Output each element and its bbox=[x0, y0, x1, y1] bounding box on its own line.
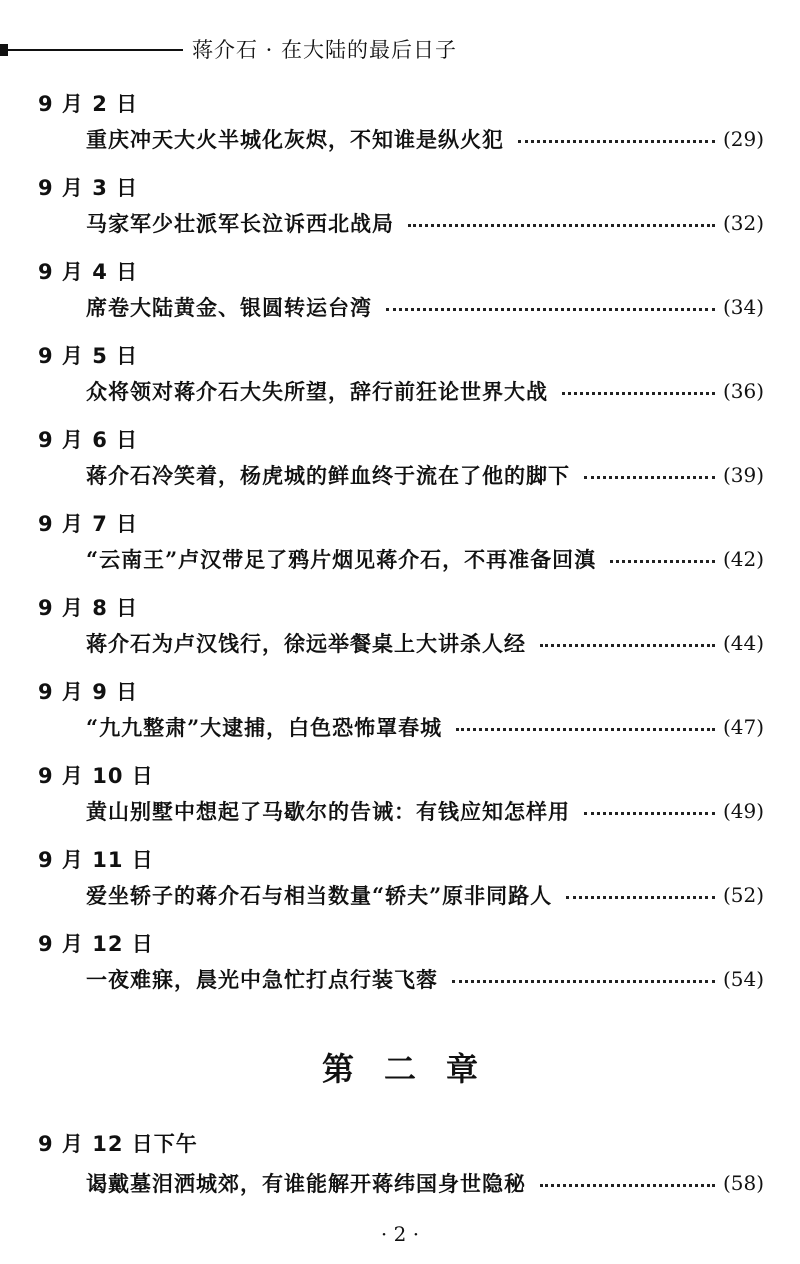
toc-entry-page: (34) bbox=[722, 295, 764, 319]
toc-entry-title: “九九整肃”大逮捕，白色恐怖罩春城 bbox=[86, 715, 443, 740]
toc-entry-page: (47) bbox=[722, 715, 764, 739]
toc-entry[interactable] bbox=[86, 460, 764, 490]
toc-entry-page: (49) bbox=[722, 799, 764, 823]
toc-entry-title: 爱坐轿子的蒋介石与相当数量“轿夫”原非同路人 bbox=[86, 883, 553, 908]
toc-entry-title: 众将领对蒋介石大失所望，辞行前狂论世界大战 bbox=[86, 379, 548, 404]
toc-entry-page: (52) bbox=[722, 883, 764, 907]
toc-date: 9 月 10 日 bbox=[38, 764, 154, 788]
toc-entry-page: (32) bbox=[722, 211, 764, 235]
dot-leader bbox=[456, 728, 715, 731]
toc-date: 9 月 6 日 bbox=[38, 428, 139, 452]
dot-leader bbox=[540, 644, 715, 647]
dot-leader bbox=[452, 980, 715, 983]
toc-entry-title: 谒戴墓泪洒城郊，有谁能解开蒋纬国身世隐秘 bbox=[86, 1171, 526, 1196]
toc-date: 9 月 12 日下午 bbox=[38, 1132, 198, 1156]
toc-entry-page: (44) bbox=[722, 631, 764, 655]
toc-entry[interactable] bbox=[86, 292, 764, 322]
dot-leader bbox=[518, 140, 715, 143]
toc-entry[interactable] bbox=[86, 208, 764, 238]
toc-entry[interactable] bbox=[86, 628, 764, 658]
toc-date: 9 月 7 日 bbox=[38, 512, 139, 536]
book-title: 蒋介石 · 在大陆的最后日子 bbox=[192, 38, 458, 62]
toc-entry-title: 席卷大陆黄金、银圆转运台湾 bbox=[86, 295, 372, 320]
header-marker bbox=[0, 44, 8, 56]
dot-leader bbox=[610, 560, 715, 563]
toc-entry[interactable] bbox=[86, 124, 764, 154]
toc-date: 9 月 2 日 bbox=[38, 92, 139, 116]
toc-entry[interactable] bbox=[86, 1168, 764, 1198]
toc-entry-title: 蒋介石冷笑着，杨虎城的鲜血终于流在了他的脚下 bbox=[86, 463, 570, 488]
toc-entry-page: (58) bbox=[722, 1171, 764, 1195]
dot-leader bbox=[566, 896, 715, 899]
header-rule bbox=[8, 49, 183, 51]
toc-date: 9 月 9 日 bbox=[38, 680, 139, 704]
toc-entry-page: (54) bbox=[722, 967, 764, 991]
toc-entry-page: (42) bbox=[722, 547, 764, 571]
toc-entry[interactable] bbox=[86, 712, 764, 742]
toc-date: 9 月 12 日 bbox=[38, 932, 154, 956]
dot-leader bbox=[386, 308, 715, 311]
dot-leader bbox=[408, 224, 715, 227]
toc-entry-title: 重庆冲天大火半城化灰烬，不知谁是纵火犯 bbox=[86, 127, 504, 152]
toc-date: 9 月 3 日 bbox=[38, 176, 139, 200]
toc-entry[interactable] bbox=[86, 880, 764, 910]
toc-entry[interactable] bbox=[86, 964, 764, 994]
dot-leader bbox=[584, 476, 715, 479]
toc-entry-title: “云南王”卢汉带足了鸦片烟见蒋介石，不再准备回滇 bbox=[86, 547, 597, 572]
toc-entry-title: 马家军少壮派军长泣诉西北战局 bbox=[86, 211, 394, 236]
dot-leader bbox=[540, 1184, 715, 1187]
toc-date: 9 月 11 日 bbox=[38, 848, 154, 872]
toc-date: 9 月 4 日 bbox=[38, 260, 139, 284]
dot-leader bbox=[584, 812, 715, 815]
toc-date: 9 月 8 日 bbox=[38, 596, 139, 620]
toc-entry[interactable] bbox=[86, 544, 764, 574]
toc-entry-title: 一夜难寐，晨光中急忙打点行装飞蓉 bbox=[86, 967, 438, 992]
toc-entry-title: 黄山别墅中想起了马歇尔的告诫：有钱应知怎样用 bbox=[86, 799, 570, 824]
toc-entry-title: 蒋介石为卢汉饯行，徐远举餐桌上大讲杀人经 bbox=[86, 631, 526, 656]
toc-entry-page: (29) bbox=[722, 127, 764, 151]
toc-entry[interactable] bbox=[86, 376, 764, 406]
toc-entry-page: (36) bbox=[722, 379, 764, 403]
chapter-heading: 第二章 bbox=[321, 1050, 508, 1088]
toc-date: 9 月 5 日 bbox=[38, 344, 139, 368]
dot-leader bbox=[562, 392, 715, 395]
toc-entry-page: (39) bbox=[722, 463, 764, 487]
page-number: · 2 · bbox=[380, 1222, 420, 1246]
running-header bbox=[0, 30, 800, 60]
toc-entry[interactable] bbox=[86, 796, 764, 826]
